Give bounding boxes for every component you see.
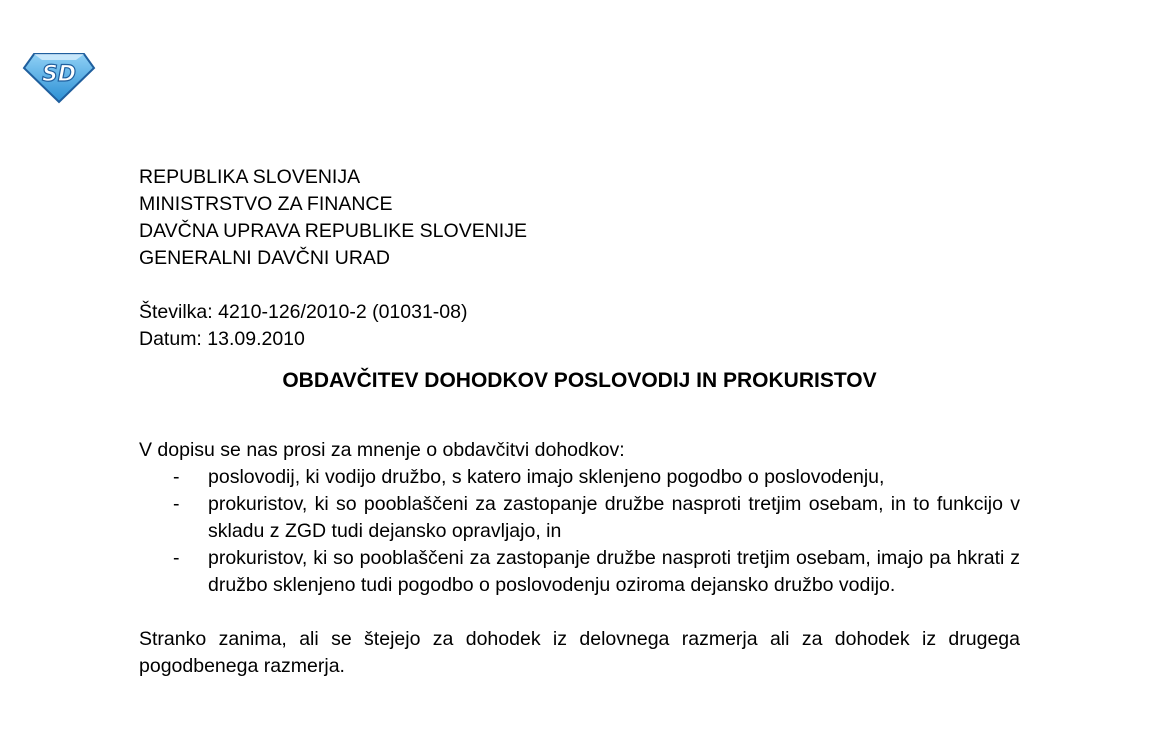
list-item-text: prokuristov, ki so pooblaščeni za zastopanje družbe nasproti tretjim osebam, imajo pa hkrati z družbo sklenjeno tudi pogodbo o poslovodenju oziroma dejansko družbo vodijo. (208, 547, 1020, 596)
list-item-text: prokuristov, ki so pooblaščeni za zastopanje družbe nasproti tretjim osebam, in to funkcijo v skladu z ZGD tudi dejansko opravljajo, in (208, 493, 1020, 542)
document-body (139, 164, 1020, 680)
issuer-line-3: DAVČNA UPRAVA REPUBLIKE SLOVENIJE (139, 220, 527, 242)
du-rs-logo-icon (22, 50, 96, 104)
closing-paragraph: Stranko zanima, ali se štejejo za dohodek iz delovnega razmerja ali za dohodek iz drugega pogodbenega razmerja. (139, 628, 1020, 677)
dash-marker: - (173, 547, 180, 569)
issuer-line-4: GENERALNI DAVČNI URAD (139, 247, 391, 269)
document-title: OBDAVČITEV DOHODKOV POSLOVODIJ IN PROKURISTOV (282, 369, 877, 392)
dash-marker: - (173, 466, 180, 488)
list-item (139, 545, 1020, 599)
document-number: Številka: 4210-126/2010-2 (01031-08) (139, 301, 468, 323)
list-item (139, 491, 1020, 545)
issuer-block (139, 164, 1020, 272)
list-item-text: poslovodij, ki vodijo družbo, s katero imajo sklenjeno pogodbo o poslovodenju, (208, 466, 885, 488)
intro-paragraph: V dopisu se nas prosi za mnenje o obdavčitvi dohodkov: (139, 439, 625, 461)
svg-text:SD: SD (41, 62, 77, 87)
request-list (139, 464, 1020, 599)
list-item (139, 464, 1020, 491)
document-date: Datum: 13.09.2010 (139, 328, 305, 350)
reference-block (139, 299, 1020, 353)
issuer-line-2: MINISTRSTVO ZA FINANCE (139, 193, 393, 215)
issuer-line-1: REPUBLIKA SLOVENIJA (139, 166, 361, 188)
dash-marker: - (173, 493, 180, 515)
